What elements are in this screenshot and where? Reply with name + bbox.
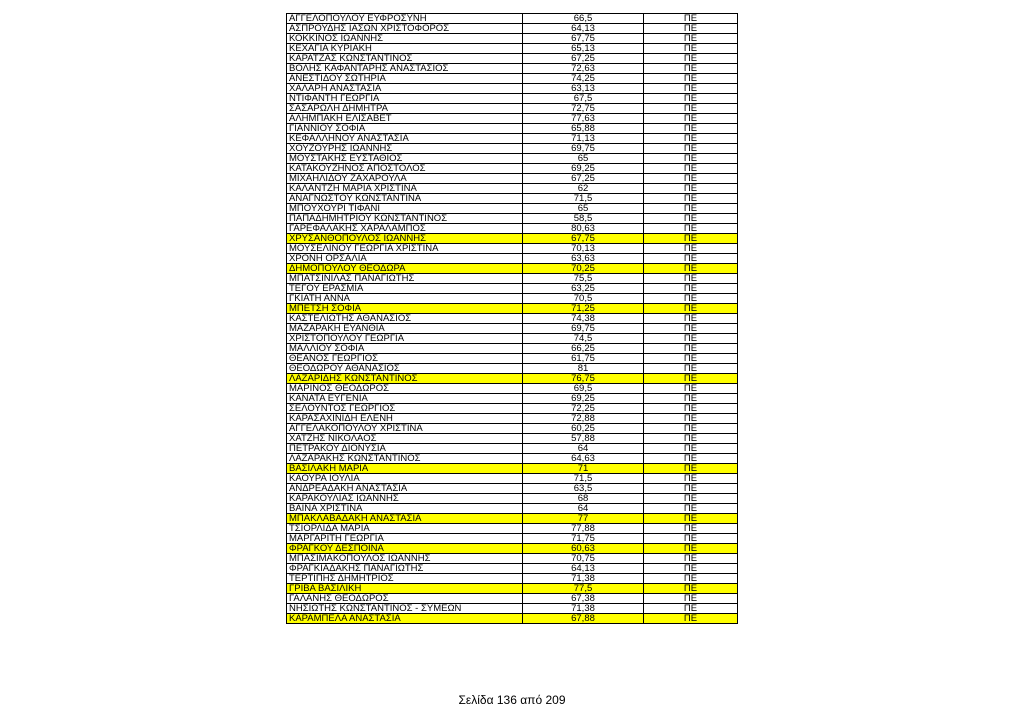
score-cell: 77,63 — [523, 114, 644, 124]
name-cell: ΘΕΟΔΩΡΟΥ ΑΘΑΝΑΣΙΟΣ — [287, 364, 523, 374]
name-cell: ΛΑΖΑΡΙΔΗΣ ΚΩΝΣΤΑΝΤΙΝΟΣ — [287, 374, 523, 384]
category-cell: ΠΕ — [644, 164, 738, 174]
category-cell: ΠΕ — [644, 444, 738, 454]
name-cell: ΓΡΙΒΑ ΒΑΣΙΛΙΚΗ — [287, 584, 523, 594]
score-cell: 67,38 — [523, 594, 644, 604]
score-cell: 71,5 — [523, 474, 644, 484]
category-cell: ΠΕ — [644, 354, 738, 364]
category-cell: ΠΕ — [644, 524, 738, 534]
name-cell: ΠΕΤΡΑΚΟΥ ΔΙΟΝΥΣΙΑ — [287, 444, 523, 454]
table-row — [287, 24, 738, 34]
score-cell: 70,13 — [523, 244, 644, 254]
score-cell: 74,5 — [523, 334, 644, 344]
name-cell: ΚΕΧΑΓΙΑ ΚΥΡΙΑΚΗ — [287, 44, 523, 54]
score-cell: 74,25 — [523, 74, 644, 84]
name-cell: ΧΡΥΣΑΝΘΟΠΟΥΛΟΣ ΙΩΑΝΝΗΣ — [287, 234, 523, 244]
table-row — [287, 154, 738, 164]
table-row — [287, 464, 738, 474]
table-row — [287, 104, 738, 114]
category-cell: ΠΕ — [644, 184, 738, 194]
candidates-table — [286, 13, 738, 624]
score-cell: 64 — [523, 504, 644, 514]
name-cell: ΧΡΙΣΤΟΠΟΥΛΟΥ ΓΕΩΡΓΙΑ — [287, 334, 523, 344]
score-cell: 66,25 — [523, 344, 644, 354]
category-cell: ΠΕ — [644, 404, 738, 414]
table-row — [287, 514, 738, 524]
name-cell: ΚΑΡΑΚΟΥΛΙΑΣ ΙΩΑΝΝΗΣ — [287, 494, 523, 504]
score-cell: 75,5 — [523, 274, 644, 284]
table-row — [287, 254, 738, 264]
name-cell: ΜΑΡΓΑΡΙΤΗ ΓΕΩΡΓΙΑ — [287, 534, 523, 544]
name-cell: ΤΣΙΟΡΛΙΔΑ ΜΑΡΙΑ — [287, 524, 523, 534]
table-row — [287, 604, 738, 614]
name-cell: ΚΑΛΑΝΤΖΗ ΜΑΡΙΑ ΧΡΙΣΤΙΝΑ — [287, 184, 523, 194]
name-cell: ΒΑΣΙΛΑΚΗ ΜΑΡΙΑ — [287, 464, 523, 474]
score-cell: 72,63 — [523, 64, 644, 74]
table-row — [287, 224, 738, 234]
table-row — [287, 144, 738, 154]
category-cell: ΠΕ — [644, 144, 738, 154]
name-cell: ΑΓΓΕΛΟΠΟΥΛΟΥ ΕΥΦΡΟΣΥΝΗ — [287, 14, 523, 24]
category-cell: ΠΕ — [644, 224, 738, 234]
table-row — [287, 584, 738, 594]
category-cell: ΠΕ — [644, 194, 738, 204]
name-cell: ΛΑΖΑΡΑΚΗΣ ΚΩΝΣΤΑΝΤΙΝΟΣ — [287, 454, 523, 464]
name-cell: ΜΟΥΣΕΛΙΝΟΥ ΓΕΩΡΓΙΑ ΧΡΙΣΤΙΝΑ — [287, 244, 523, 254]
name-cell: ΑΣΠΡΟΥΔΗΣ ΙΑΣΩΝ ΧΡΙΣΤΟΦΟΡΟΣ — [287, 24, 523, 34]
name-cell: ΤΕΓΟΥ ΕΡΑΣΜΙΑ — [287, 284, 523, 294]
score-cell: 61,75 — [523, 354, 644, 364]
table-row — [287, 504, 738, 514]
table-row — [287, 134, 738, 144]
category-cell: ΠΕ — [644, 94, 738, 104]
table-row — [287, 524, 738, 534]
score-cell: 60,25 — [523, 424, 644, 434]
name-cell: ΚΑΝΑΤΑ ΕΥΓΕΝΙΑ — [287, 394, 523, 404]
score-cell: 77,88 — [523, 524, 644, 534]
category-cell: ΠΕ — [644, 44, 738, 54]
category-cell: ΠΕ — [644, 374, 738, 384]
score-cell: 72,88 — [523, 414, 644, 424]
category-cell: ΠΕ — [644, 484, 738, 494]
score-cell: 67,5 — [523, 94, 644, 104]
table-row — [287, 84, 738, 94]
table-row — [287, 564, 738, 574]
category-cell: ΠΕ — [644, 324, 738, 334]
table-row — [287, 194, 738, 204]
table-row — [287, 594, 738, 604]
page-number-footer: Σελίδα 136 από 209 — [458, 693, 566, 707]
name-cell: ΔΗΜΟΠΟΥΛΟΥ ΘΕΟΔΩΡΑ — [287, 264, 523, 274]
name-cell: ΜΑΖΑΡΑΚΗ ΕΥΑΝΘΙΑ — [287, 324, 523, 334]
category-cell: ΠΕ — [644, 284, 738, 294]
category-cell: ΠΕ — [644, 594, 738, 604]
category-cell: ΠΕ — [644, 364, 738, 374]
name-cell: ΜΑΛΛΙΟΥ ΣΟΦΙΑ — [287, 344, 523, 354]
score-cell: 67,25 — [523, 54, 644, 64]
name-cell: ΚΑΡΑΜΠΕΛΑ ΑΝΑΣΤΑΣΙΑ — [287, 614, 523, 624]
score-cell: 71 — [523, 464, 644, 474]
score-cell: 65,13 — [523, 44, 644, 54]
table-row — [287, 344, 738, 354]
table-row — [287, 534, 738, 544]
score-cell: 77,5 — [523, 584, 644, 594]
category-cell: ΠΕ — [644, 504, 738, 514]
category-cell: ΠΕ — [644, 134, 738, 144]
table-row — [287, 174, 738, 184]
name-cell: ΑΛΗΜΠΑΚΗ ΕΛΙΣΑΒΕΤ — [287, 114, 523, 124]
table-row — [287, 404, 738, 414]
name-cell: ΠΑΠΑΔΗΜΗΤΡΙΟΥ ΚΩΝΣΤΑΝΤΙΝΟΣ — [287, 214, 523, 224]
name-cell: ΚΑΟΥΡΑ ΙΟΥΛΙΑ — [287, 474, 523, 484]
table-row — [287, 434, 738, 444]
name-cell: ΣΑΣΑΡΩΛΗ ΔΗΜΗΤΡΑ — [287, 104, 523, 114]
table-row — [287, 474, 738, 484]
category-cell: ΠΕ — [644, 454, 738, 464]
table-row — [287, 544, 738, 554]
name-cell: ΘΕΑΝΟΣ ΓΕΩΡΓΙΟΣ — [287, 354, 523, 364]
score-cell: 63,13 — [523, 84, 644, 94]
category-cell: ΠΕ — [644, 514, 738, 524]
category-cell: ΠΕ — [644, 264, 738, 274]
category-cell: ΠΕ — [644, 554, 738, 564]
category-cell: ΠΕ — [644, 344, 738, 354]
score-cell: 69,5 — [523, 384, 644, 394]
name-cell: ΜΙΧΑΗΛΙΔΟΥ ΖΑΧΑΡΟΥΛΑ — [287, 174, 523, 184]
category-cell: ΠΕ — [644, 34, 738, 44]
score-cell: 67,75 — [523, 34, 644, 44]
table-row — [287, 274, 738, 284]
name-cell: ΧΟΥΖΟΥΡΗΣ ΙΩΑΝΝΗΣ — [287, 144, 523, 154]
name-cell: ΣΕΛΟΥΝΤΟΣ ΓΕΩΡΓΙΟΣ — [287, 404, 523, 414]
category-cell: ΠΕ — [644, 14, 738, 24]
category-cell: ΠΕ — [644, 254, 738, 264]
table-row — [287, 214, 738, 224]
table-row — [287, 294, 738, 304]
score-cell: 67,75 — [523, 234, 644, 244]
name-cell: ΤΕΡΤΙΠΗΣ ΔΗΜΗΤΡΙΟΣ — [287, 574, 523, 584]
name-cell: ΜΠΑΣΙΜΑΚΟΠΟΥΛΟΣ ΙΩΑΝΝΗΣ — [287, 554, 523, 564]
score-cell: 64 — [523, 444, 644, 454]
category-cell: ΠΕ — [644, 174, 738, 184]
category-cell: ΠΕ — [644, 384, 738, 394]
category-cell: ΠΕ — [644, 394, 738, 404]
table-row — [287, 394, 738, 404]
table-row — [287, 304, 738, 314]
category-cell: ΠΕ — [644, 494, 738, 504]
name-cell: ΧΑΛΑΡΗ ΑΝΑΣΤΑΣΙΑ — [287, 84, 523, 94]
table-row — [287, 164, 738, 174]
category-cell: ΠΕ — [644, 204, 738, 214]
name-cell: ΑΝΔΡΕΑΔΑΚΗ ΑΝΑΣΤΑΣΙΑ — [287, 484, 523, 494]
score-cell: 66,5 — [523, 14, 644, 24]
name-cell: ΜΠΟΥΧΟΥΡΙ ΤΙΦΑΝΙ — [287, 204, 523, 214]
name-cell: ΚΑΡΑΤΖΑΣ ΚΩΝΣΤΑΝΤΙΝΟΣ — [287, 54, 523, 64]
table-row — [287, 554, 738, 564]
score-cell: 80,63 — [523, 224, 644, 234]
table-row — [287, 244, 738, 254]
score-cell: 71,38 — [523, 604, 644, 614]
table-row — [287, 54, 738, 64]
table-row — [287, 454, 738, 464]
category-cell: ΠΕ — [644, 234, 738, 244]
score-cell: 60,63 — [523, 544, 644, 554]
score-cell: 57,88 — [523, 434, 644, 444]
name-cell: ΜΠΕΤΣΗ ΣΟΦΙΑ — [287, 304, 523, 314]
score-cell: 62 — [523, 184, 644, 194]
table-row — [287, 324, 738, 334]
category-cell: ΠΕ — [644, 574, 738, 584]
score-cell: 77 — [523, 514, 644, 524]
category-cell: ΠΕ — [644, 544, 738, 554]
score-cell: 81 — [523, 364, 644, 374]
score-cell: 72,75 — [523, 104, 644, 114]
table-row — [287, 384, 738, 394]
table-row — [287, 94, 738, 104]
name-cell: ΧΑΤΖΗΣ ΝΙΚΟΛΑΟΣ — [287, 434, 523, 444]
category-cell: ΠΕ — [644, 104, 738, 114]
table-row — [287, 234, 738, 244]
category-cell: ΠΕ — [644, 474, 738, 484]
category-cell: ΠΕ — [644, 534, 738, 544]
score-cell: 71,75 — [523, 534, 644, 544]
table-row — [287, 334, 738, 344]
score-cell: 63,5 — [523, 484, 644, 494]
table-row — [287, 614, 738, 624]
category-cell: ΠΕ — [644, 464, 738, 474]
name-cell: ΚΑΣΤΕΛΙΩΤΗΣ ΑΘΑΝΑΣΙΟΣ — [287, 314, 523, 324]
category-cell: ΠΕ — [644, 314, 738, 324]
name-cell: ΜΑΡΙΝΟΣ ΘΕΟΔΩΡΟΣ — [287, 384, 523, 394]
name-cell: ΒΟΛΗΣ ΚΑΦΑΝΤΑΡΗΣ ΑΝΑΣΤΑΣΙΟΣ — [287, 64, 523, 74]
score-cell: 71,5 — [523, 194, 644, 204]
name-cell: ΝΤΙΦΑΝΤΗ ΓΕΩΡΓΙΑ — [287, 94, 523, 104]
name-cell: ΑΝΑΓΝΩΣΤΟΥ ΚΩΝΣΤΑΝΤΙΝΑ — [287, 194, 523, 204]
score-cell: 76,75 — [523, 374, 644, 384]
table-row — [287, 114, 738, 124]
category-cell: ΠΕ — [644, 74, 738, 84]
score-cell: 69,25 — [523, 394, 644, 404]
table-row — [287, 264, 738, 274]
name-cell: ΚΕΦΑΛΛΗΝΟΥ ΑΝΑΣΤΑΣΙΑ — [287, 134, 523, 144]
category-cell: ΠΕ — [644, 154, 738, 164]
score-cell: 64,13 — [523, 564, 644, 574]
name-cell: ΓΚΙΑΤΗ ΑΝΝΑ — [287, 294, 523, 304]
table-row — [287, 14, 738, 24]
name-cell: ΒΑΙΝΑ ΧΡΙΣΤΙΝΑ — [287, 504, 523, 514]
category-cell: ΠΕ — [644, 604, 738, 614]
score-cell: 65,88 — [523, 124, 644, 134]
score-cell: 74,38 — [523, 314, 644, 324]
table-row — [287, 364, 738, 374]
table-row — [287, 354, 738, 364]
table-row — [287, 34, 738, 44]
table-row — [287, 74, 738, 84]
table-row — [287, 374, 738, 384]
category-cell: ΠΕ — [644, 214, 738, 224]
table-row — [287, 574, 738, 584]
category-cell: ΠΕ — [644, 334, 738, 344]
category-cell: ΠΕ — [644, 414, 738, 424]
category-cell: ΠΕ — [644, 24, 738, 34]
score-cell: 70,25 — [523, 264, 644, 274]
category-cell: ΠΕ — [644, 114, 738, 124]
name-cell: ΜΠΑΤΣΙΝΙΛΑΣ ΠΑΝΑΓΙΩΤΗΣ — [287, 274, 523, 284]
name-cell: ΓΑΡΕΦΑΛΑΚΗΣ ΧΑΡΑΛΑΜΠΟΣ — [287, 224, 523, 234]
score-cell: 64,63 — [523, 454, 644, 464]
table-row — [287, 44, 738, 54]
score-cell: 69,75 — [523, 144, 644, 154]
name-cell: ΚΟΚΚΙΝΟΣ ΙΩΑΝΝΗΣ — [287, 34, 523, 44]
score-cell: 67,88 — [523, 614, 644, 624]
category-cell: ΠΕ — [644, 294, 738, 304]
table-body — [287, 14, 738, 624]
score-cell: 71,13 — [523, 134, 644, 144]
category-cell: ΠΕ — [644, 54, 738, 64]
score-cell: 70,75 — [523, 554, 644, 564]
name-cell: ΚΑΡΑΣΑΧΙΝΙΔΗ ΕΛΕΝΗ — [287, 414, 523, 424]
score-cell: 68 — [523, 494, 644, 504]
score-cell: 69,75 — [523, 324, 644, 334]
category-cell: ΠΕ — [644, 274, 738, 284]
table-row — [287, 204, 738, 214]
name-cell: ΚΑΤΑΚΟΥΖΗΝΟΣ ΑΠΟΣΤΟΛΟΣ — [287, 164, 523, 174]
name-cell: ΜΠΑΚΛΑΒΑΔΑΚΗ ΑΝΑΣΤΑΣΙΑ — [287, 514, 523, 524]
name-cell: ΑΓΓΕΛΑΚΟΠΟΥΛΟΥ ΧΡΙΣΤΙΝΑ — [287, 424, 523, 434]
category-cell: ΠΕ — [644, 584, 738, 594]
table-row — [287, 424, 738, 434]
category-cell: ΠΕ — [644, 424, 738, 434]
table-row — [287, 484, 738, 494]
score-cell: 65 — [523, 204, 644, 214]
score-cell: 67,25 — [523, 174, 644, 184]
name-cell: ΧΡΟΝΗ ΟΡΣΑΛΙΑ — [287, 254, 523, 264]
name-cell: ΓΑΛΑΝΗΣ ΘΕΟΔΩΡΟΣ — [287, 594, 523, 604]
category-cell: ΠΕ — [644, 84, 738, 94]
score-cell: 69,25 — [523, 164, 644, 174]
score-cell: 65 — [523, 154, 644, 164]
category-cell: ΠΕ — [644, 304, 738, 314]
score-cell: 70,5 — [523, 294, 644, 304]
category-cell: ΠΕ — [644, 614, 738, 624]
name-cell: ΜΟΥΣΤΑΚΗΣ ΕΥΣΤΑΘΙΟΣ — [287, 154, 523, 164]
table-row — [287, 494, 738, 504]
category-cell: ΠΕ — [644, 124, 738, 134]
table-row — [287, 414, 738, 424]
name-cell: ΦΡΑΓΚΙΑΔΑΚΗΣ ΠΑΝΑΓΙΩΤΗΣ — [287, 564, 523, 574]
category-cell: ΠΕ — [644, 564, 738, 574]
score-cell: 58,5 — [523, 214, 644, 224]
table-row — [287, 184, 738, 194]
name-cell: ΦΡΑΓΚΟΥ ΔΕΣΠΟΙΝΑ — [287, 544, 523, 554]
table-row — [287, 284, 738, 294]
name-cell: ΑΝΕΣΤΙΔΟΥ ΣΩΤΗΡΙΑ — [287, 74, 523, 84]
category-cell: ΠΕ — [644, 434, 738, 444]
table-row — [287, 124, 738, 134]
table-row — [287, 444, 738, 454]
table-row — [287, 64, 738, 74]
name-cell: ΓΙΑΝΝΙΟΥ ΣΟΦΙΑ — [287, 124, 523, 134]
score-cell: 63,25 — [523, 284, 644, 294]
score-cell: 71,38 — [523, 574, 644, 584]
name-cell: ΝΗΣΙΩΤΗΣ ΚΩΝΣΤΑΝΤΙΝΟΣ - ΣΥΜΕΩΝ — [287, 604, 523, 614]
score-cell: 72,25 — [523, 404, 644, 414]
category-cell: ΠΕ — [644, 244, 738, 254]
score-cell: 64,13 — [523, 24, 644, 34]
score-cell: 63,63 — [523, 254, 644, 264]
category-cell: ΠΕ — [644, 64, 738, 74]
score-cell: 71,25 — [523, 304, 644, 314]
table-row — [287, 314, 738, 324]
